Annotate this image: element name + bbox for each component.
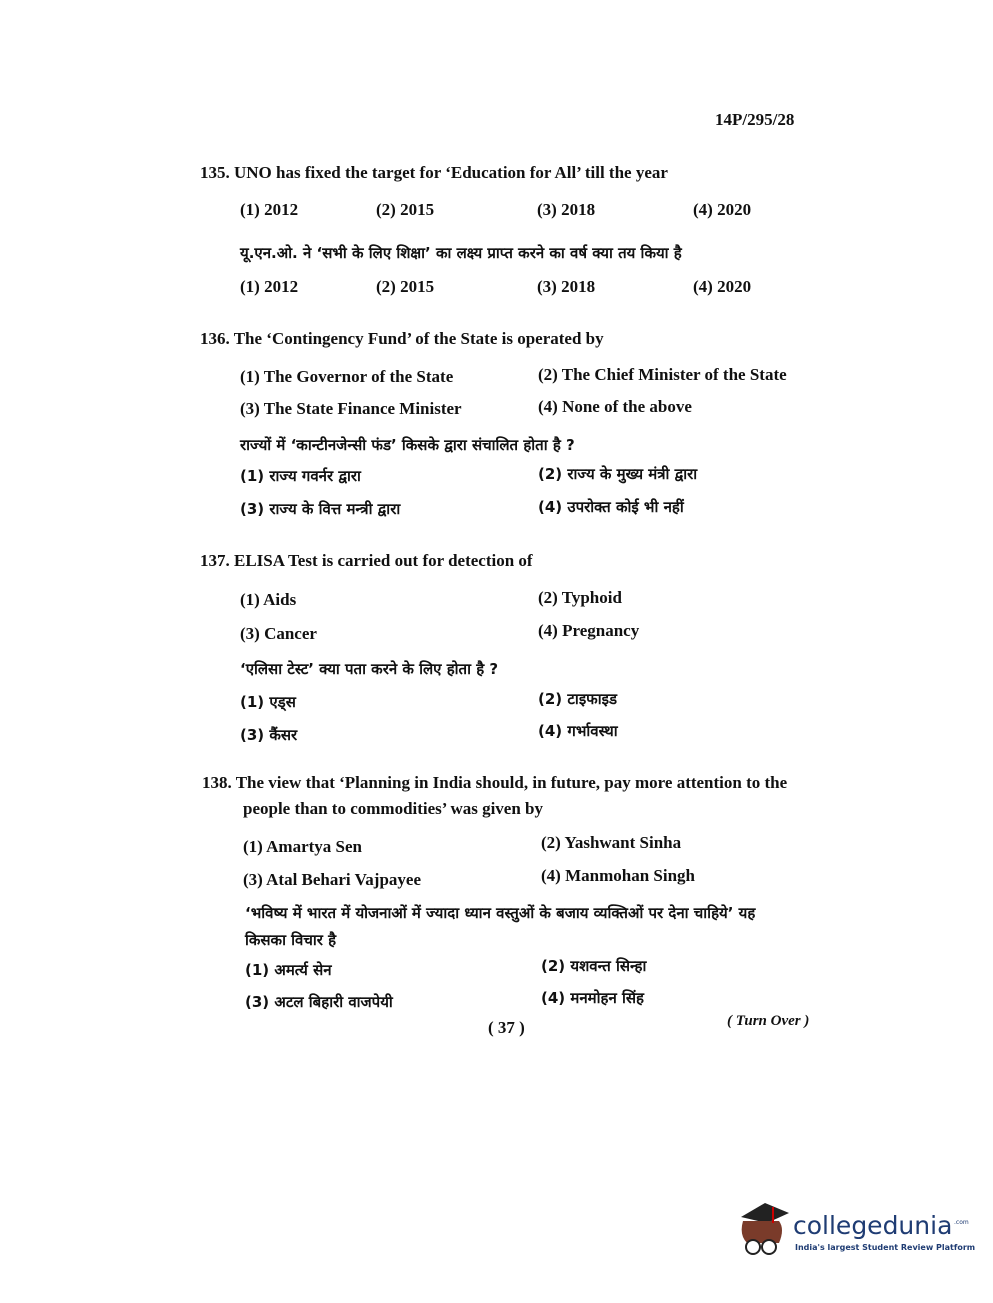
question-text-hindi: राज्यों में ‘कान्टीनजेन्सी फंड’ किसके द्वारा संचालित होता है ? [240,436,575,454]
option: (2) Yashwant Sinha [541,833,682,852]
option: (2) Typhoid [538,588,622,607]
option-hindi: (3) अटल बिहारी वाजपेयी [245,993,393,1011]
option: (1) Amartya Sen [243,837,362,856]
question-text: 138. The view that ‘Planning in India should, in future, pay more attention to the [202,773,788,792]
question-text-hindi: ‘भविष्य में भारत में योजनाओं में ज्यादा ध्यान वस्तुओं के बजाय व्यक्तिओं पर देना चाहिये’ यह [245,904,756,922]
option-hindi: (1) अमर्त्य सेन [245,961,332,979]
option-hindi: (1) राज्य गवर्नर द्वारा [240,467,361,485]
logo-tagline: India's largest Student Review Platform [795,1243,976,1252]
option-hindi: (3) राज्य के वित्त मन्त्री द्वारा [240,500,401,518]
question-text-cont: people than to commodities’ was given by [243,799,544,818]
question-text-hindi: यू.एन.ओ. ने ‘सभी के लिए शिक्षा’ का लक्ष्य प्राप्त करने का वर्ष क्या तय किया है [240,244,682,262]
logo-suffix: .com [954,1219,969,1226]
paper-code: 14P/295/28 [715,110,795,129]
option-hindi: (1) एड्स [240,693,296,711]
option: (3) The State Finance Minister [240,399,462,418]
option: (4) 2020 [693,200,752,219]
option-hindi: (4) 2020 [693,277,752,296]
question-text: 137. ELISA Test is carried out for detection of [200,551,533,570]
option: (2) 2015 [376,200,435,219]
option-hindi: (4) मनमोहन सिंह [541,989,645,1007]
option: (1) Aids [240,590,297,609]
logo-wordmark: collegedunia [793,1211,953,1240]
collegedunia-logo [735,1195,976,1265]
option: (3) 2018 [537,200,596,219]
question-text: 135. UNO has fixed the target for ‘Education for All’ till the year [200,163,668,182]
turn-over-note: ( Turn Over ) [727,1013,810,1029]
option: (1) 2012 [240,200,299,219]
option-hindi: (3) 2018 [537,277,596,296]
option-hindi: (2) टाइफाइड [538,690,618,708]
option-hindi: (4) उपरोक्त कोई भी नहीं [538,498,684,516]
option-hindi: (2) 2015 [376,277,435,296]
option-hindi: (4) गर्भावस्था [538,722,618,740]
page-number: ( 37 ) [488,1018,525,1037]
option-hindi: (3) कैंसर [240,726,298,744]
option: (4) None of the above [538,397,692,416]
option-hindi: (2) राज्य के मुख्य मंत्री द्वारा [538,465,698,483]
option: (3) Atal Behari Vajpayee [243,870,422,889]
option: (1) The Governor of the State [240,367,454,386]
question-text-hindi-cont: किसका विचार है [245,931,337,949]
option-hindi: (1) 2012 [240,277,299,296]
option: (4) Manmohan Singh [541,866,695,885]
question-text-hindi: ‘एलिसा टेस्ट’ क्या पता करने के लिए होता है ? [240,660,499,678]
question-text: 136. The ‘Contingency Fund’ of the State is operated by [200,329,604,348]
option: (2) The Chief Minister of the State [538,365,787,384]
option: (3) Cancer [240,624,317,643]
mascot-icon [735,1199,791,1263]
option: (4) Pregnancy [538,621,640,640]
option-hindi: (2) यशवन्त सिन्हा [541,957,647,975]
